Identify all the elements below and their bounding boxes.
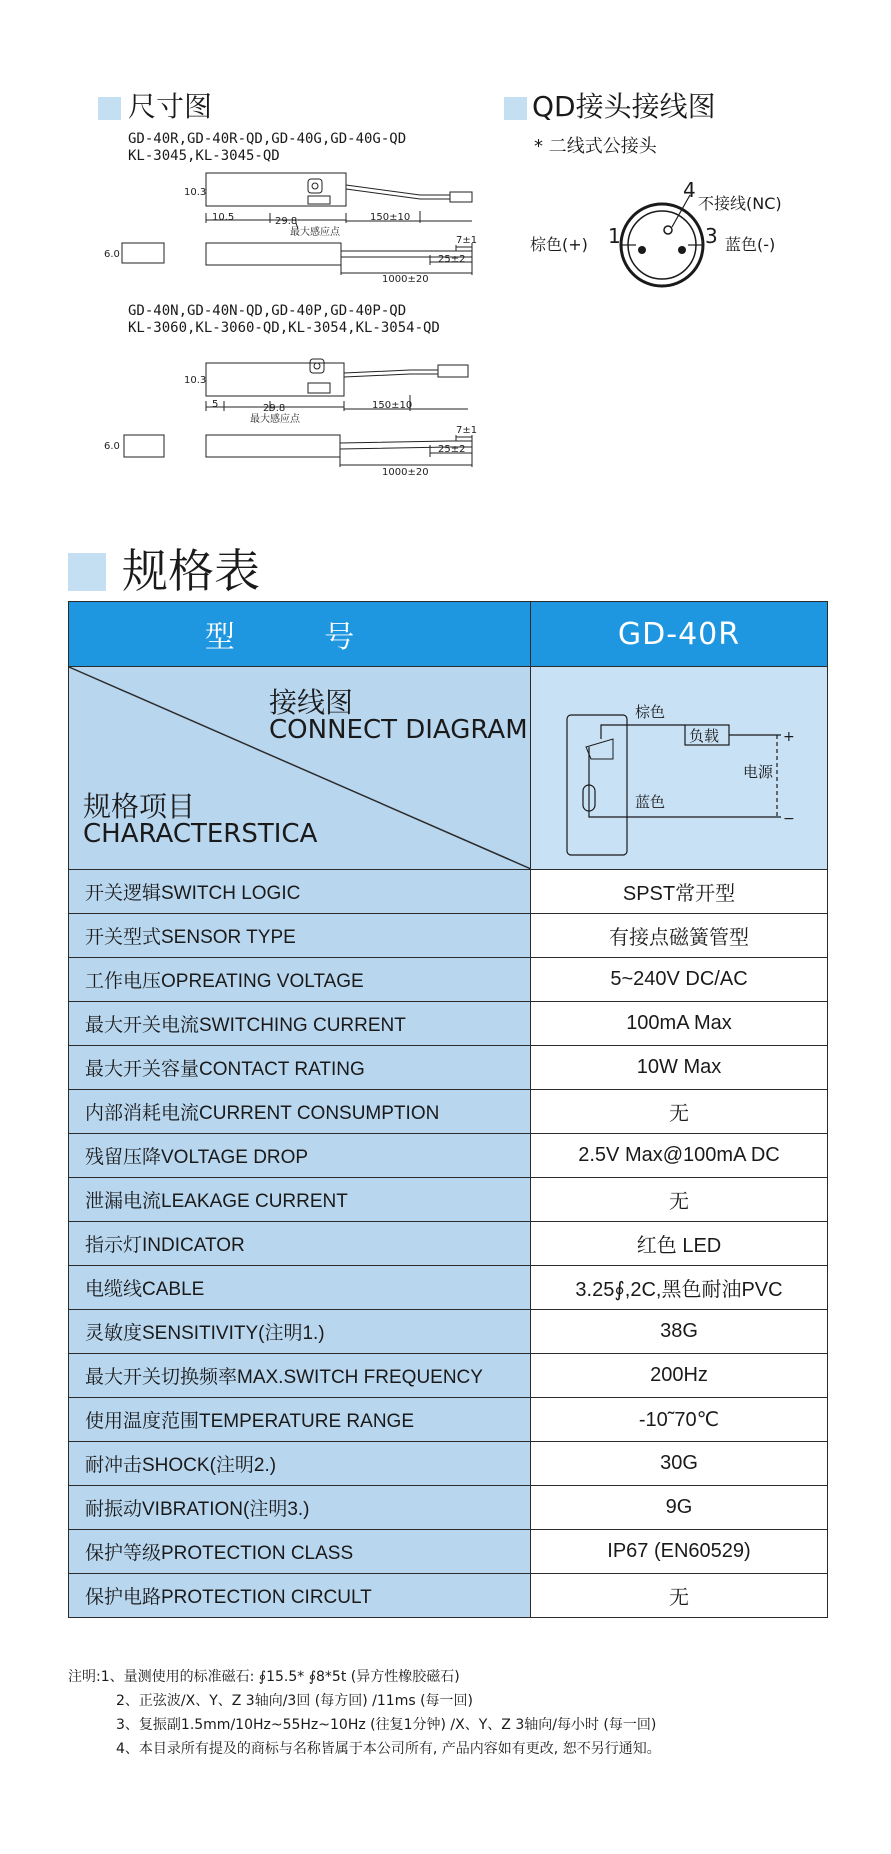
diagram-bottom-cn: 规格项目 (83, 790, 196, 823)
spec-row (69, 1574, 828, 1618)
spec-value: 30G (531, 1442, 828, 1486)
dim-lead-len: 1000±20 (382, 274, 429, 285)
spec-row (69, 1310, 828, 1354)
spec-row (69, 1266, 828, 1310)
group2-models-line1: GD-40N,GD-40N-QD,GD-40P,GD-40P-QD (128, 303, 407, 319)
spec-label: 开关逻辑SWITCH LOGIC (69, 870, 531, 914)
group1-dimension-drawing (104, 165, 480, 295)
spec-label: 保护等级PROTECTION CLASS (69, 1530, 531, 1574)
spec-value: 3.25∮,2C,黑色耐油PVC (531, 1266, 828, 1310)
spec-row (69, 1398, 828, 1442)
spec-value: 红色 LED (531, 1222, 828, 1266)
spec-label: 灵敏度SENSITIVITY(注明1.) (69, 1310, 531, 1354)
spec-table (68, 601, 828, 1618)
sensor-body-top (206, 173, 346, 206)
diagram-corner-cell (69, 667, 531, 870)
diagram-row (69, 667, 828, 870)
dimension-title: 尺寸图 (128, 90, 213, 123)
spec-value: 5~240V DC/AC (531, 958, 828, 1002)
spec-label: 残留压降VOLTAGE DROP (69, 1134, 531, 1178)
note-1: 注明:1、量测使用的标准磁石: ∮15.5* ∮8*5t (异方性橡胶磁石) (68, 1669, 460, 1685)
dim-left-offset: 5 (212, 399, 219, 410)
wiring-diagram-cell (531, 667, 828, 870)
plus-label: + (783, 729, 795, 745)
spec-value: 9G (531, 1486, 828, 1530)
note-4: 4、本目录所有提及的商标与名称皆属于本公司所有, 产品内容如有更改, 恕不另行通知。 (116, 1741, 661, 1757)
pin1-label: 棕色(+) (530, 235, 588, 254)
spec-label: 泄漏电流LEAKAGE CURRENT (69, 1178, 531, 1222)
spec-row (69, 1530, 828, 1574)
dim-thickness: 6.0 (104, 441, 120, 452)
spec-label: 耐冲击SHOCK(注明2.) (69, 1442, 531, 1486)
dim-strip: 7±1 (456, 235, 478, 246)
note-3: 3、复振副1.5mm/10Hz~55Hz~10Hz (往复1分钟) /X、Y、Z 3轴向/每小时 (每一回) (116, 1717, 657, 1733)
spec-label: 内部消耗电流CURRENT CONSUMPTION (69, 1090, 531, 1134)
spec-title: 规格表 (122, 544, 260, 598)
pin3-number: 3 (705, 224, 718, 248)
spec-row (69, 958, 828, 1002)
spec-label: 工作电压OPREATING VOLTAGE (69, 958, 531, 1002)
spec-row (69, 1178, 828, 1222)
spec-row (69, 1046, 828, 1090)
spec-row (69, 1002, 828, 1046)
dim-sense-label: 最大感应点 (290, 227, 340, 238)
spec-value: 100mA Max (531, 1002, 828, 1046)
spec-value: -10˜70℃ (531, 1398, 828, 1442)
spec-row (69, 1222, 828, 1266)
dim-strip2: 25±2 (438, 444, 466, 455)
group1-models-line1: GD-40R,GD-40R-QD,GD-40G,GD-40G-QD (128, 131, 407, 147)
power-label: 电源 (743, 763, 774, 781)
qd-subtitle: * 二线式公接头 (534, 136, 657, 157)
group1-models-line2: KL-3045,KL-3045-QD (128, 148, 280, 164)
dim-strip: 7±1 (456, 425, 478, 436)
spec-value: 有接点磁簧管型 (531, 914, 828, 958)
spec-label: 最大开关切换频率MAX.SWITCH FREQUENCY (69, 1354, 531, 1398)
dim-sense-dist: 29.8 (275, 216, 298, 227)
dim-left-offset: 10.5 (212, 212, 235, 223)
section-marker (68, 553, 106, 591)
pin3-label: 蓝色(-) (725, 235, 776, 254)
dim-cable-len: 150±10 (370, 212, 411, 223)
diagram-bottom-en: CHARACTERSTICA (83, 819, 318, 849)
spec-value: 2.5V Max@100mA DC (531, 1134, 828, 1178)
spec-value: 200Hz (531, 1354, 828, 1398)
brown-label: 棕色 (635, 703, 666, 721)
header-model: GD-40R (531, 602, 828, 667)
spec-label: 使用温度范围TEMPERATURE RANGE (69, 1398, 531, 1442)
spec-value: 无 (531, 1574, 828, 1618)
spec-label: 最大开关电流SWITCHING CURRENT (69, 1002, 531, 1046)
group2-dimension-drawing (104, 345, 480, 480)
diagram-top-cn: 接线图 (269, 686, 354, 719)
qd-title: QD接头接线图 (532, 90, 716, 123)
spec-value: 38G (531, 1310, 828, 1354)
pin1-number: 1 (608, 224, 621, 248)
spec-value: 10W Max (531, 1046, 828, 1090)
spec-row (69, 870, 828, 914)
note-2: 2、正弦波/X、Y、Z 3轴向/3回 (每方回) /11ms (每一回) (116, 1693, 473, 1709)
spec-label: 耐振动VIBRATION(注明3.) (69, 1486, 531, 1530)
blue-label: 蓝色 (635, 793, 666, 811)
dim-height: 10.3 (184, 187, 207, 198)
dim-sense-dist: 29.8 (263, 403, 286, 414)
diagram-top-en: CONNECT DIAGRAM (269, 715, 528, 745)
pin4-number: 4 (683, 178, 696, 202)
spec-label: 保护电路PROTECTION CIRCULT (69, 1574, 531, 1618)
spec-value: 无 (531, 1178, 828, 1222)
spec-label: 最大开关容量CONTACT RATING (69, 1046, 531, 1090)
dim-thickness: 6.0 (104, 249, 120, 260)
dim-sense-label: 最大感应点 (250, 414, 300, 425)
section-marker (504, 97, 527, 120)
spec-label: 开关型式SENSOR TYPE (69, 914, 531, 958)
spec-row (69, 1134, 828, 1178)
load-label: 负载 (689, 727, 720, 745)
dim-height: 10.3 (184, 375, 207, 386)
wiring-diagram (531, 667, 828, 869)
spec-label: 指示灯INDICATOR (69, 1222, 531, 1266)
spec-header-row (69, 602, 828, 667)
spec-row (69, 1090, 828, 1134)
spec-rows (69, 870, 828, 1618)
spec-row (69, 1442, 828, 1486)
dim-cable-len: 150±10 (372, 400, 413, 411)
spec-value: SPST常开型 (531, 870, 828, 914)
group2-models-line2: KL-3060,KL-3060-QD,KL-3054,KL-3054-QD (128, 320, 440, 336)
spec-label: 电缆线CABLE (69, 1266, 531, 1310)
minus-label: − (783, 811, 795, 827)
spec-value: IP67 (EN60529) (531, 1530, 828, 1574)
header-label: 型 号 (69, 602, 531, 667)
spec-row (69, 1486, 828, 1530)
spec-row (69, 914, 828, 958)
dim-strip2: 25±2 (438, 254, 466, 265)
dim-lead-len: 1000±20 (382, 467, 429, 478)
spec-value: 无 (531, 1090, 828, 1134)
qd-connector-diagram (530, 175, 840, 295)
section-marker (98, 97, 121, 120)
spec-row (69, 1354, 828, 1398)
pin4-label: 不接线(NC) (698, 194, 782, 213)
